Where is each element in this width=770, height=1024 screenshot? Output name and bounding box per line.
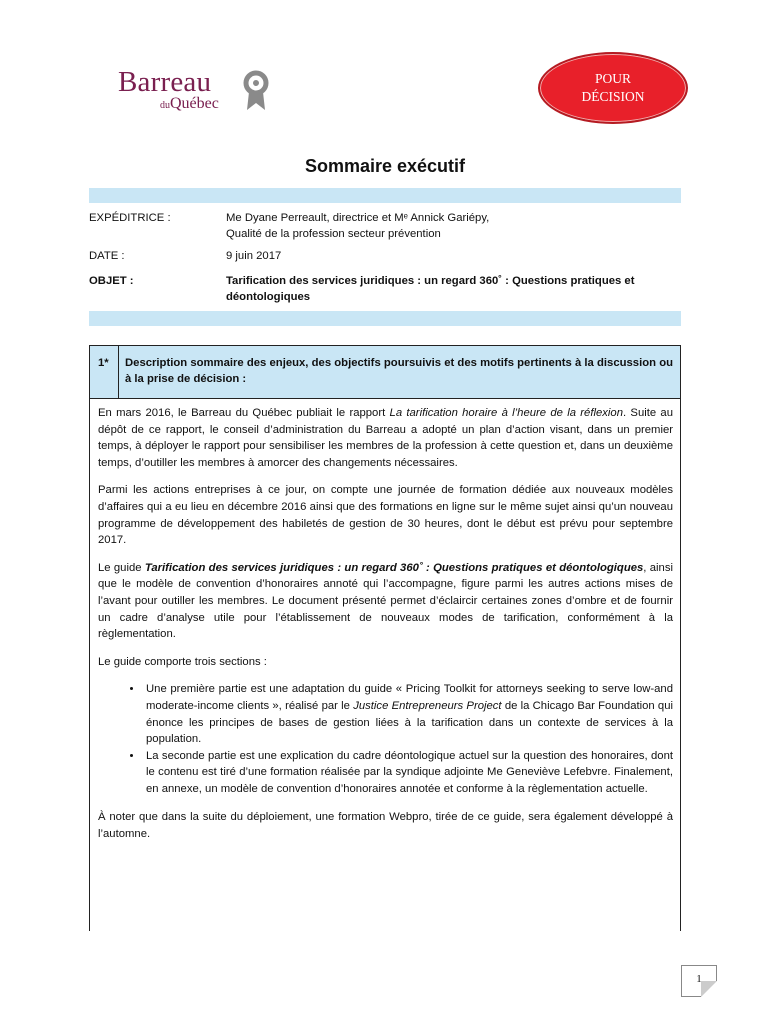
paragraph-5: À noter que dans la suite du déploiement, une formation Webpro, tirée de ce guide, sera également développé à l’automne. [98,811,673,841]
barreau-emblem-icon [242,70,270,112]
logo-subtitle-quebec: Québec [170,95,219,112]
list-item-1-text-b: de la Chicago Bar Foundation qui énonce les principes de bases de gestion liées à la tarification dans un contexte de services à la population. [146,699,674,746]
object-line-2: déontologiques [226,291,311,303]
object-label: OBJET : [89,275,134,287]
decision-stamp [538,52,688,124]
page-number-box [681,965,717,997]
section-heading: Description sommaire des enjeux, des objectifs poursuivis et des motifs pertinents à la discussion ou à la prise de décision : [125,357,673,385]
sender-label: EXPÉDITRICE : [89,212,171,224]
sender-value [226,210,666,242]
header-band-bottom [89,311,681,326]
list-item: • La seconde partie est une explication du cadre déontologique actuel sur la question des honoraires, dont le contenu est tiré d’une formation réalisée par la syndique adjointe Me Geneviève Lefebvre. Finalement, en annexe, un modèle de convention d’honoraires annotée et conforme à la règlementation actuelle. [143,748,673,798]
paragraph-1 [98,405,673,471]
date-label: DATE : [89,250,125,262]
section-header [90,346,680,399]
header-band-top [89,188,681,203]
object-line-1: Tarification des services juridiques : un regard 360˚ : Questions pratiques et [226,275,635,287]
logo-subtitle-du: du [160,100,170,111]
guide-title: Tarification des services juridiques : un regard 360˚ : Questions pratiques et déontologiques [144,561,644,574]
sender-line-1: Me Dyane Perreault, directrice et Mᵉ Annick Gariépy, [226,212,490,224]
paragraph-3 [98,560,673,643]
logo-wordmark: Barreau [118,66,212,98]
paragraph-3-text-a: Le guide [98,561,145,574]
paragraph-3-text-b: , ainsi que le modèle de convention d’honoraires annoté qui l’accompagne, figure parmi les autres actions mises de l’avant pour outiller les membres. Le document présenté permet d’éclaircir certaines zones d’ombre et de fournir un cadre d’analyse utile pour l’établissement de nouveaux modes de tarification, conformément à la règlementation. [98,561,673,641]
barreau-logo [118,66,288,122]
paragraph-4: Le guide comporte trois sections : [98,655,267,668]
page-curl-icon [701,981,717,997]
stamp-line-2: DÉCISION [581,89,645,104]
paragraph-1-text-b: . Suite au dépôt de ce rapport, le conseil d’administration du Barreau a adopté un plan d’action visant, dans un premier temps, à déployer le rapport pour sensibiliser les membres de la profession à cette question et, dans un deuxième temps, d’outiller les membres à amorcer des changements nécessaires. [98,407,674,469]
paragraph-1-text-a: En mars 2016, le Barreau du Québec publiait le rapport [98,407,390,419]
section-body [98,405,673,854]
project-name: Justice Entrepreneurs Project [353,699,502,712]
stamp-line-1: POUR [594,71,631,86]
section-number: 1* [98,357,109,369]
page-number: 1 [696,973,702,985]
document-title: Sommaire exécutif [304,156,466,176]
date-value: 9 juin 2017 [226,250,282,262]
list-item [143,681,673,747]
section-header-divider [118,346,119,398]
section-box [89,345,681,931]
paragraph-2: Parmi les actions entreprises à ce jour, on compte une journée de formation dédiée aux nouveaux modèles d’affaires qui a eu lieu en décembre 2016 ainsi que des formations en ligne sur le même sujet ainsi qu’un nouveau programme de développement des habiletés de gestion de 30 heures, dont le début est prévu pour septembre 2017. [98,484,673,547]
logo-subtitle [160,95,219,113]
object-value [226,273,666,305]
sender-line-2: Qualité de la profession secteur prévention [226,228,441,240]
sections-list [98,681,673,797]
list-item-1-text-a: Une première partie est une adaptation du guide « Pricing Toolkit for attorneys seeking to serve low-and moderate-income clients », réalisé par le [146,683,673,712]
report-title: La tarification horaire à l’heure de la réflexion [389,407,623,419]
